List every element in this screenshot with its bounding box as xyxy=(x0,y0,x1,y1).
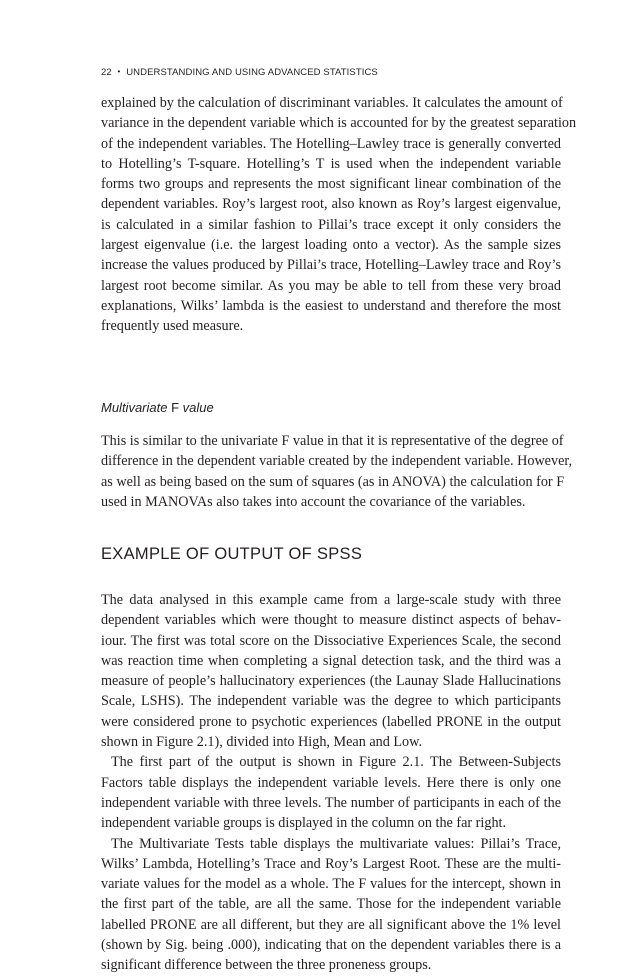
text-line: independent variable with three levels. The number of participants in each of the xyxy=(101,794,561,811)
subhead-f: F xyxy=(171,400,180,415)
text-line: (shown by Sig. being .000), indicating that on the dependent variables there is a xyxy=(101,937,561,954)
text-line: were considered prone to psychotic experiences (labelled PRONE in the output xyxy=(101,713,561,730)
page-number: 22 xyxy=(101,67,112,78)
subhead-text: Multivariate xyxy=(101,400,172,415)
text-line: The first part of the output is shown in Figure 2.1. The Between-Subjects xyxy=(111,754,561,771)
subhead-text: value xyxy=(179,400,214,415)
text-line: independent variable groups is displayed in the column on the far right. xyxy=(101,815,507,832)
text-line: The Multivariate Tests table displays the multivariate values: Pillai’s Trace, xyxy=(111,835,561,852)
text-line: frequently used measure. xyxy=(101,318,244,335)
text-line: Factors table displays the independent variable levels. Here there is only one xyxy=(101,774,561,791)
text-line: forms two groups and represents the most significant linear combination of the xyxy=(101,176,561,193)
paragraph-spss-data xyxy=(101,590,561,976)
text-line: variate values for the model as a whole. The F values for the intercept, shown in xyxy=(101,876,561,893)
text-line: Wilks’ Lambda, Hotelling’s Trace and Roy’s Largest Root. These are the multi- xyxy=(101,855,561,872)
text-line: explanations, Wilks’ lambda is the easiest to understand and therefore the most xyxy=(101,297,561,314)
running-title: UNDERSTANDING AND USING ADVANCED STATISTICS xyxy=(126,67,378,78)
text-line: dependent variables which were thought to measure distinct aspects of behav- xyxy=(101,612,561,629)
text-line: to Hotelling’s T-square. Hotelling’s T is used when the independent variable xyxy=(101,155,561,172)
text-line: is calculated in a similar fashion to Pillai’s trace except it only considers the xyxy=(101,216,561,233)
text-line: This is similar to the univariate F value in that it is representative of the degree of xyxy=(101,433,564,449)
text-line: labelled PRONE are all different, but they are all significant above the 1% level xyxy=(101,916,561,933)
subheading-multivariate-f xyxy=(101,400,214,416)
text-line: explained by the calculation of discriminant variables. It calculates the amount of xyxy=(101,95,563,111)
text-line: variance in the dependent variable which is accounted for by the greatest separation xyxy=(101,115,577,132)
text-line: shown in Figure 2.1), divided into High, Mean and Low. xyxy=(101,734,423,751)
text-line: significant difference between the three proneness groups. xyxy=(101,957,432,974)
text-line: as well as being based on the sum of squares (as in ANOVA) the calculation for F xyxy=(101,473,565,490)
text-line: was reaction time when completing a signal detection task, and the third was a xyxy=(101,652,561,669)
text-line: increase the values produced by Pillai’s trace, Hotelling–Lawley trace and Roy’s xyxy=(101,257,561,274)
section-heading: EXAMPLE OF OUTPUT OF SPSS xyxy=(101,545,363,563)
bullet-separator: • xyxy=(117,67,121,76)
text-line: the first part of the table, are all the same. Those for the independent variable xyxy=(101,896,561,913)
text-line: difference in the dependent variable created by the independent variable. However, xyxy=(101,453,573,470)
text-line: used in MANOVAs also takes into account the covariance of the variables. xyxy=(101,493,526,510)
text-line: Scale, LSHS). The independent variable was the degree to which participants xyxy=(101,693,561,710)
paragraph-test-statistics xyxy=(101,93,577,337)
running-head xyxy=(101,67,378,79)
paragraph-multivariate-f xyxy=(101,431,573,512)
text-line: The data analysed in this example came from a large-scale study with three xyxy=(101,592,561,608)
text-line: of the independent variables. The Hotelling–Lawley trace is generally converted xyxy=(101,135,561,152)
text-line: largest eigenvalue (i.e. the largest loading onto a vector). As the sample sizes xyxy=(101,237,561,254)
text-line: dependent variables. Roy’s largest root, also known as Roy’s largest eigenvalue, xyxy=(101,196,561,213)
text-line: measure of people’s hallucinatory experiences (the Launay Slade Hallucinations xyxy=(101,673,561,690)
text-line: iour. The first was total score on the Dissociative Experiences Scale, the second xyxy=(101,632,561,649)
text-line: largest root become similar. As you may be able to tell from these very broad xyxy=(101,277,561,294)
